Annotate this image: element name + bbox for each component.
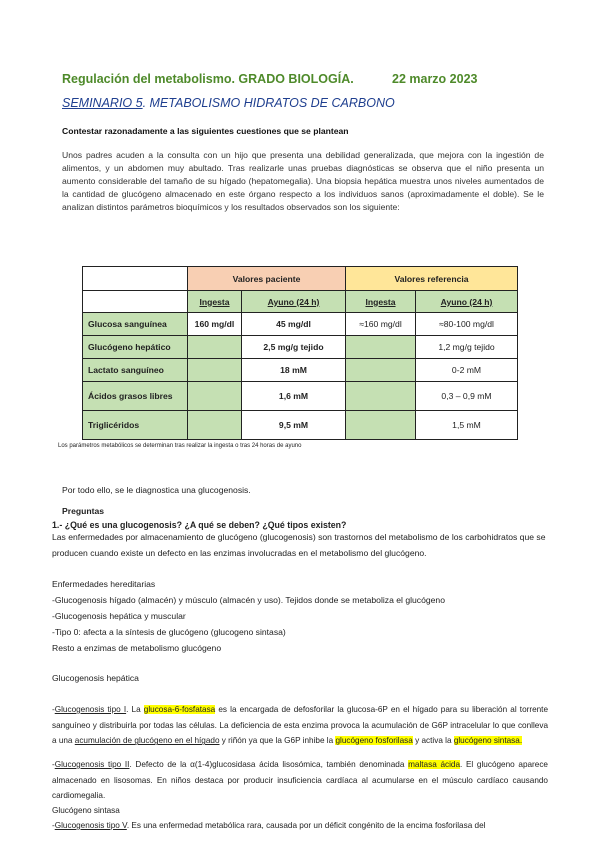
seminar-label: SEMINARIO 5: [62, 96, 143, 110]
subheader-reference-intake: Ingesta: [346, 291, 416, 313]
section-heading: Glucogenosis hepática: [52, 673, 139, 683]
answer-line: -Glucogenosis hígado (almacén) y músculo (almacén y uso). Tejidos donde se metaboliza el glucógeno: [52, 595, 445, 605]
table-row: [83, 382, 518, 411]
type-i-label: Glucogenosis tipo I: [54, 705, 127, 714]
cell-value: 1,6 mM: [242, 382, 346, 411]
cell-empty: [346, 336, 416, 359]
subheader-reference-fasting: Ayuno (24 h): [416, 291, 518, 313]
text-run: y riñón ya que la G6P inhibe la: [219, 736, 336, 746]
highlight-enzyme: maltasa ácida: [408, 760, 461, 769]
cell-value: 2,5 mg/g tejido: [242, 336, 346, 359]
cell-value: 1,2 mg/g tejido: [416, 336, 518, 359]
course-title: Regulación del metabolismo. GRADO BIOLOGÍA.: [62, 72, 354, 86]
answer-line: Enfermedades hereditarias: [52, 579, 156, 589]
table-row: [83, 411, 518, 440]
subheader-patient-fasting: Ayuno (24 h): [242, 291, 346, 313]
highlight-enzyme: glucógeno fosforilasa: [335, 736, 413, 746]
row-label: Triglicéridos: [83, 411, 188, 440]
document-title: [62, 72, 542, 86]
cell-empty: [188, 411, 242, 440]
diagnosis-text: Por todo ello, se le diagnostica una glucogenosis.: [62, 485, 251, 495]
table-footnote: Los parámetros metabólicos se determinan tras realizar la ingesta o tras 24 horas de ayuno: [58, 443, 302, 449]
type-ii-label: Glucogenosis tipo II: [54, 760, 130, 769]
question-1: 1.- ¿Qué es una glucogenosis? ¿A qué se deben? ¿Qué tipos existen?: [52, 520, 347, 530]
text-run: . Defecto de la α(1-4)glucosidasa ácida lisosómica, también denominada: [129, 760, 409, 769]
table-row: [83, 359, 518, 382]
type-v-label: Glucogenosis tipo V: [54, 821, 127, 830]
cell-value: 18 mM: [242, 359, 346, 382]
cell-empty: [346, 411, 416, 440]
text-run: . La: [126, 705, 144, 714]
type-i-paragraph: -Glucogenosis tipo I. La glucosa-6-fosfatasa es la encargada de defosforilar la glucosa-6P en el hígado para su liberación al torrente sanguíneo y distribuirla por todas las células. La deficiencia de esta enzima provoca la acumulación de G6P intracelular lo que conlleva a una acumulación de glucógeno en el hígado y riñón ya que la G6P inhibe la glucógeno fosforilasa y activa la glucógeno sintasa.: [52, 705, 549, 746]
biochem-table: [82, 266, 518, 440]
table-row: [83, 336, 518, 359]
answer-line: -Glucogenosis hepática y muscular: [52, 611, 186, 621]
seminar-title: . METABOLISMO HIDRATOS DE CARBONO: [142, 96, 395, 110]
text-run: . El glucógeno aparece almacenado en lisosomas. En niños destaca por producir insuficiencia cardíaca al acumularse en el músculo cardíaco causando cardiomegalia.: [52, 760, 548, 801]
section-heading: Glucógeno sintasa: [52, 806, 120, 815]
highlight-enzyme: glucosa-6-fosfatasa: [143, 705, 216, 714]
cell-value: 1,5 mM: [416, 411, 518, 440]
cell-value: 160 mg/dl: [188, 313, 242, 336]
cell-value: 45 mg/dl: [242, 313, 346, 336]
seminar-heading: [62, 96, 395, 110]
cell-empty: [188, 336, 242, 359]
type-ii-paragraph: -Glucogenosis tipo II. Defecto de la α(1-4)glucosidasa ácida lisosómica, también denominada maltasa ácida. El glucógeno aparece almacenado en lisosomas. En niños destaca por producir insuficiencia cardíaca al acumularse en el músculo cardíaco causando cardiomegalia.: [52, 760, 548, 801]
cell-empty: [346, 382, 416, 411]
type-v-paragraph: -Glucogenosis tipo V. Es una enfermedad metabólica rara, causada por un déficit congénito de la encima fosforilasa del: [52, 821, 486, 830]
document-date: 22 marzo 2023: [392, 72, 478, 86]
questions-heading: Preguntas: [62, 506, 105, 516]
table-row: [83, 313, 518, 336]
case-description: Unos padres acuden a la consulta con un hijo que presenta una debilidad generalizada, que mejora con la ingestión de alimentos, y un abdomen muy abultado. Tras realizarle unas pruebas diagnósticas se observa que el niño presenta un aumento considerable del tamaño de su hígado (hepatomegalia). Una biopsia hepática muestra unos niveles aumentados de la cantidad de glucógeno almacenado en este órgano respecto a los individuos sanos (aproximadamente el doble). Se le analizan distintos parámetros bioquímicos y los resultados observados son los siguiente:: [62, 150, 544, 213]
cell-empty: [188, 382, 242, 411]
cell-value: 9,5 mM: [242, 411, 346, 440]
cell-empty: [188, 359, 242, 382]
cell-value: ≈160 mg/dl: [346, 313, 416, 336]
highlight-enzyme: glucógeno sintasa.: [453, 736, 523, 746]
row-label: Glucosa sanguínea: [83, 313, 188, 336]
header-reference-values: Valores referencia: [346, 267, 518, 291]
text-run: es la encargada de defosforilar la glucosa-6P en el hígado para su liberación al torrente sanguíneo y distribuirla por todas las células. La deficiencia de esta enzima provoca la acumulación de G6P intracelular lo que conlleva a una: [52, 705, 549, 746]
row-label: Ácidos grasos libres: [83, 382, 188, 411]
table-blank: [83, 291, 188, 313]
text-run: y activa la: [412, 736, 454, 746]
cell-value: ≈80-100 mg/dl: [416, 313, 518, 336]
header-patient-values: Valores paciente: [188, 267, 346, 291]
underlined-text: acumulación de glucógeno en el hígado: [74, 736, 220, 746]
answer-line: -Tipo 0: afecta a la síntesis de glucógeno (glucogeno sintasa): [52, 627, 286, 637]
text-run: . Es una enfermedad metabólica rara, causada por un déficit congénito de la encima fosforilasa del: [126, 821, 486, 830]
instructions: Contestar razonadamente a las siguientes cuestiones que se plantean: [62, 126, 349, 136]
subheader-patient-intake: Ingesta: [188, 291, 242, 313]
answer-line: Resto a enzimas de metabolismo glucógeno: [52, 643, 222, 653]
cell-empty: [346, 359, 416, 382]
cell-value: 0-2 mM: [416, 359, 518, 382]
row-label: Lactato sanguíneo: [83, 359, 188, 382]
table-corner: [83, 267, 188, 291]
cell-value: 0,3 – 0,9 mM: [416, 382, 518, 411]
row-label: Glucógeno hepático: [83, 336, 188, 359]
answer-paragraph: Las enfermedades por almacenamiento de glucógeno (glucogenosis) son trastornos del metabolismo de los carbohidratos que se producen cuando existe un defecto en las enzimas involucradas en el metabolismo del glucógeno.: [52, 532, 546, 558]
